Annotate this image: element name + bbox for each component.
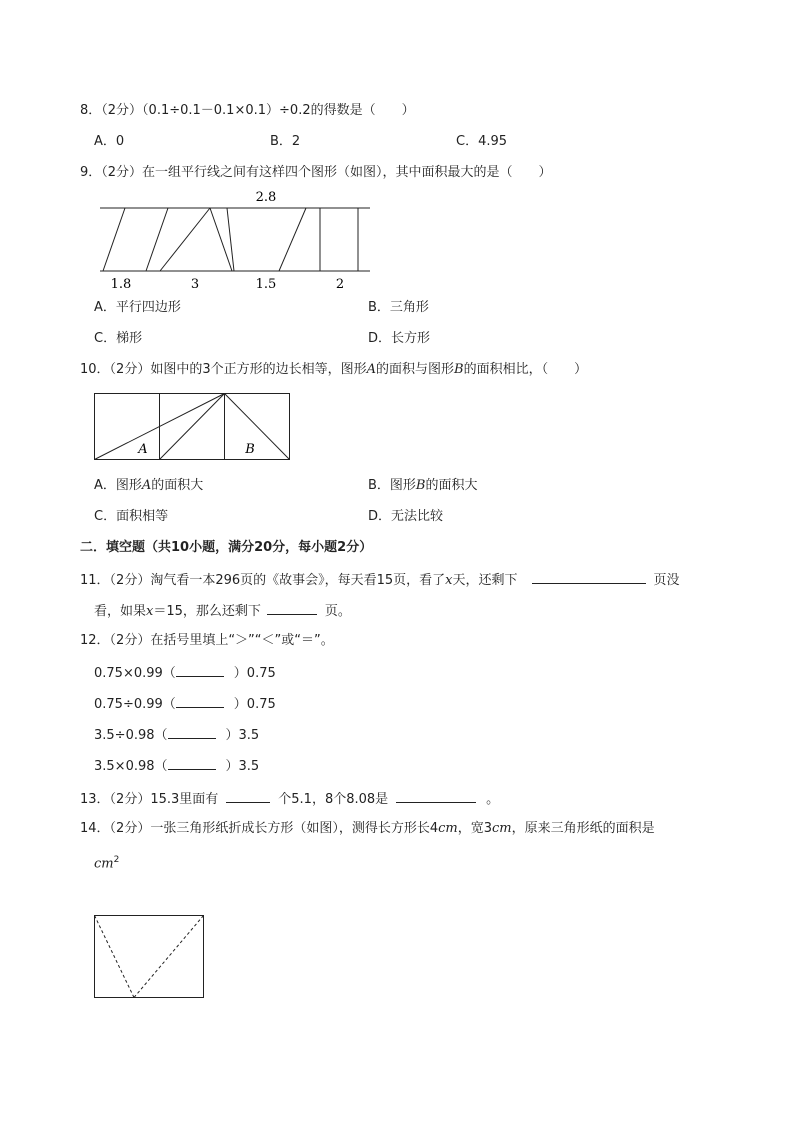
- q10-diagonal-middle: [160, 394, 225, 460]
- q14-folded-rectangle-figure: [93, 914, 208, 1002]
- q9-trapezoid-left-side: [227, 208, 234, 271]
- q9-top-label: 2.8: [255, 190, 277, 205]
- q8-option-a[interactable]: A．0: [94, 134, 125, 149]
- q12-blank-1[interactable]: [176, 664, 224, 677]
- q14-unit: $cm^2$: [94, 855, 120, 872]
- q14-rectangle: [95, 916, 204, 998]
- q10-option-b[interactable]: B．图形B的面积大: [368, 478, 478, 493]
- q14-stem: 14．（2分）一张三角形纸折成长方形（如图），测得长方形长4cm，宽3cm，原来三角形纸的面积是: [80, 821, 655, 836]
- q9-option-b[interactable]: B．三角形: [368, 300, 429, 315]
- q8-stem: 8．（2分）（0.1÷0.1－0.1×0.1）÷0.2的得数是（ ）: [80, 103, 415, 118]
- q10-stem: 10．（2分）如图中的3个正方形的边长相等，图形A的面积与图形B的面积相比，（ ）: [80, 362, 588, 377]
- q9-option-c[interactable]: C．梯形: [94, 331, 143, 346]
- q9-parallelogram-left-side: [103, 208, 125, 271]
- q10-diagonal-right: [225, 394, 290, 460]
- q10-label-b: B: [245, 442, 255, 457]
- q12-item-3: 3.5÷0.98（ ）3.5: [94, 728, 260, 743]
- q13-blank-1[interactable]: [226, 790, 270, 803]
- q12-item-4: 3.5×0.98（ ）3.5: [94, 759, 260, 774]
- q13-blank-2[interactable]: [396, 790, 476, 803]
- q9-bottom-label-1: 1.8: [110, 277, 132, 292]
- q10-option-d[interactable]: D．无法比较: [368, 509, 444, 524]
- q11-line1: 11．（2分）淘气看一本296页的《故事会》，每天看15页，看了x天，还剩下 页没: [80, 573, 680, 588]
- q8-option-c[interactable]: C．4.95: [456, 134, 508, 149]
- q10-option-c[interactable]: C．面积相等: [94, 509, 169, 524]
- q9-triangle-left-side: [160, 208, 210, 271]
- section-fill-in-blank-title: 二．填空题（共10小题，满分20分，每小题2分）: [80, 540, 373, 555]
- q9-triangle-right-side: [210, 208, 232, 271]
- q9-parallelogram-right-side: [146, 208, 168, 271]
- q14-fold-line-left: [95, 916, 135, 998]
- q12-item-2: 0.75÷0.99（ ）0.75: [94, 697, 276, 712]
- q10-label-a: A: [138, 442, 148, 457]
- q9-option-d[interactable]: D．长方形: [368, 331, 431, 346]
- q9-stem: 9．（2分）在一组平行线之间有这样四个图形（如图），其中面积最大的是（ ）: [80, 165, 552, 180]
- q9-parallel-shapes-figure: [0, 185, 794, 305]
- q9-bottom-label-2: 3: [190, 277, 200, 292]
- q10-option-a[interactable]: A．图形A的面积大: [94, 478, 204, 493]
- q11-line2: 看，如果x＝15，那么还剩下 页。: [94, 604, 351, 619]
- q12-blank-3[interactable]: [168, 726, 216, 739]
- q11-blank-1[interactable]: [532, 571, 646, 584]
- q14-fold-line-right: [134, 916, 204, 998]
- q12-blank-4[interactable]: [168, 757, 216, 770]
- q12-blank-2[interactable]: [176, 695, 224, 708]
- q10-three-squares-figure: [94, 393, 294, 463]
- q11-blank-2[interactable]: [267, 602, 317, 615]
- q13-stem: 13．（2分）15.3里面有 个5.1，8个8.08是 。: [80, 792, 500, 807]
- q9-bottom-label-4: 2: [335, 277, 345, 292]
- q9-bottom-label-3: 1.5: [255, 277, 277, 292]
- q12-item-1: 0.75×0.99（ ）0.75: [94, 666, 276, 681]
- q9-option-a[interactable]: A．平行四边形: [94, 300, 181, 315]
- q8-option-b[interactable]: B．2: [270, 134, 301, 149]
- q9-trapezoid-right-side: [279, 208, 306, 271]
- q12-stem: 12．（2分）在括号里填上“＞”“＜”或“＝”。: [80, 633, 334, 648]
